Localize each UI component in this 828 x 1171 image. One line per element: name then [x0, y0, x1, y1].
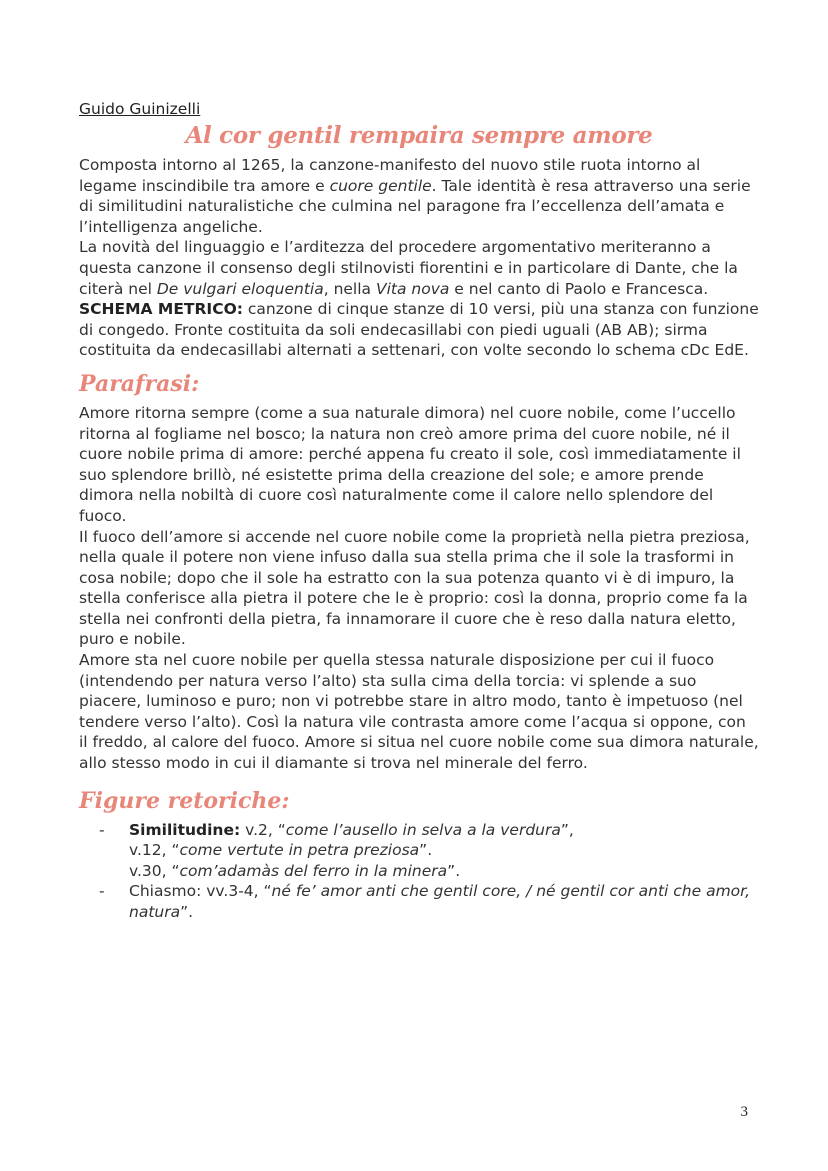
parafrasi-paragraph-3: Amore sta nel cuore nobile per quella stessa naturale disposizione per cui il fuoco (intendendo per natura verso l’alto) sta sulla cima della torcia: vi splende a suo piacere, luminoso e puro; non vi potrebbe stare in altro modo, tanto è impetuoso (nel tendere verso l’alto). Così la natura vile contrasta amore come l’acqua si oppone, con il freddo, al calore del fuoco. Amore si situa nel cuore nobile come sua dimora naturale, allo stesso modo in cui il diamante si trova nel minerale del ferro.	[79, 651, 759, 773]
poem-title: Al cor gentil rempaira sempre amore	[185, 122, 653, 149]
figure-retoriche-heading: Figure retoriche:	[79, 787, 290, 814]
list-item-similitudine	[99, 820, 759, 882]
similitudine-label: Similitudine:	[129, 820, 241, 839]
text-run: Composta intorno al 1265, la canzone-manifesto del nuovo stile ruota intorno al legame inscindibile tra amore e	[79, 156, 701, 195]
parafrasi-paragraph-2: Il fuoco dell’amore si accende nel cuore nobile come la proprietà nella pietra preziosa, nella quale il potere non viene infuso dalla sua stella prima che il sole la trasformi in cosa nobile; dopo che il sole ha estratto con la sua potenza quanto vi è di impuro, la stella conferisce alla pietra il potere che le è proprio: così la donna, proprio come fa la stella nei confronti della pietra, fa innamorare il cuore che è reso dalla natura eletto, puro e nobile.	[79, 527, 750, 649]
list-item-chiasmo	[99, 881, 759, 922]
page-number: 3	[740, 1104, 748, 1120]
text-run: , nella	[323, 279, 376, 298]
text-run: v.2, “	[240, 820, 286, 839]
parafrasi-heading: Parafrasi:	[79, 370, 200, 397]
quote-italic: come l’ausello in selva a la verdura	[285, 820, 561, 839]
text-run: La novità del linguaggio e l’arditezza del procedere argomentativo meriteranno a questa canzone il consenso degli stilnovisti fiorentini e in particolare di Dante, che la citerà nel	[79, 238, 738, 298]
text-run: Chiasmo: vv.3-4, “	[129, 882, 272, 901]
figure-list	[79, 820, 759, 923]
intro-paragraph-1	[79, 155, 759, 237]
text-run: ”,	[560, 820, 574, 839]
text-italic: De vulgari eloquentia	[156, 279, 324, 298]
similitudine-line-1	[129, 820, 759, 841]
text-run: v.30, “	[129, 861, 180, 880]
text-run: . Tale identità è resa attraverso una serie di similitudini naturalistiche che culmina nel paragone fra l’eccellenza dell’amata e l’intelligenza angeliche.	[79, 176, 751, 236]
metric-scheme-label: SCHEMA METRICO:	[79, 300, 243, 319]
quote-italic: com’adamàs del ferro in la minera	[179, 861, 448, 880]
similitudine-line-3	[129, 861, 759, 882]
text-run: ”.	[180, 903, 194, 921]
metric-scheme-paragraph	[79, 299, 759, 361]
quote-italic: come vertute in petra preziosa	[179, 841, 420, 860]
text-italic: cuore gentile	[329, 176, 432, 195]
quote-italic: né fe’ amor anti che gentil core, / né gentil cor anti che amor, natura	[129, 882, 751, 921]
page-content	[79, 99, 759, 923]
text-run: e nel canto di Paolo e Francesca.	[449, 279, 709, 298]
similitudine-line-2	[129, 840, 759, 861]
list-bullet: -	[99, 882, 105, 901]
author-name: Guido Guinizelli	[79, 100, 201, 118]
text-run: ”.	[447, 861, 461, 880]
text-run: ”.	[419, 841, 433, 860]
intro-paragraph-2	[79, 237, 759, 299]
text-italic: Vita nova	[375, 279, 450, 298]
text-run: v.12, “	[129, 841, 180, 860]
list-bullet: -	[99, 820, 105, 839]
metric-scheme-text: canzone di cinque stanze di 10 versi, più una stanza con funzione di congedo. Fronte costituita da soli endecasillabi con piedi uguali (AB AB); sirma costituita da endecasillabi alternati a settenari, con volte secondo lo schema cDc EdE.	[79, 300, 759, 360]
parafrasi-paragraph-1: Amore ritorna sempre (come a sua naturale dimora) nel cuore nobile, come l’uccello ritorna al fogliame nel bosco; la natura non creò amore prima del cuore nobile, né il cuore nobile prima di amore: perché appena fu creato il sole, così immediatamente il suo splendore brillò, né esistette prima della creazione del sole; e amore prende dimora nella nobiltà di cuore così naturalmente come il calore nello splendore del fuoco.	[79, 403, 741, 525]
